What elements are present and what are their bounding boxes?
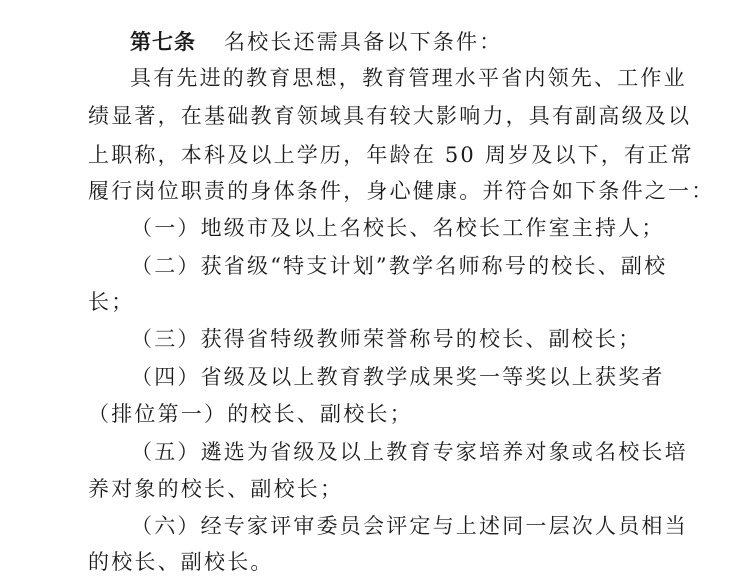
condition-item-2-continued: 长； — [88, 290, 135, 314]
condition-item-4: （四）省级及以上教育教学成果奖一等奖以上获奖者 — [131, 365, 665, 389]
condition-item-2: （二）获省级“特支计划”教学名师称号的校长、副校 — [131, 254, 668, 278]
condition-item-4-continued: （排位第一）的校长、副校长； — [88, 402, 413, 426]
condition-item-6: （六）经专家评审委员会评定与上述同一层次人员相当 — [131, 514, 688, 538]
condition-item-1: （一）地级市及以上名校长、名校长工作室主持人； — [131, 216, 665, 240]
condition-item-5-continued: 养对象的校长、副校长； — [88, 477, 344, 501]
article-heading-text: 名校长还需具备以下条件： — [224, 30, 503, 54]
paragraph-line: 具有先进的教育思想，教育管理水平省内领先、工作业 — [130, 66, 687, 90]
paragraph-line: 上职称，本科及以上学历，年龄在 50 周岁及以下，有正常 — [88, 143, 694, 167]
condition-item-5: （五）遴选为省级及以上教育专家培养对象或名校长培 — [131, 440, 688, 464]
condition-item-6-continued: 的校长、副校长。 — [88, 550, 274, 574]
condition-item-3: （三）获得省特级教师荣誉称号的校长、副校长； — [131, 327, 642, 351]
paragraph-line: 绩显著，在基础教育领域具有较大影响力，具有副高级及以 — [88, 104, 692, 128]
article-number: 第七条 — [130, 30, 196, 54]
article-heading — [130, 28, 740, 56]
paragraph-line: 履行岗位职责的身体条件，身心健康。并符合如下条件之一： — [88, 179, 715, 203]
